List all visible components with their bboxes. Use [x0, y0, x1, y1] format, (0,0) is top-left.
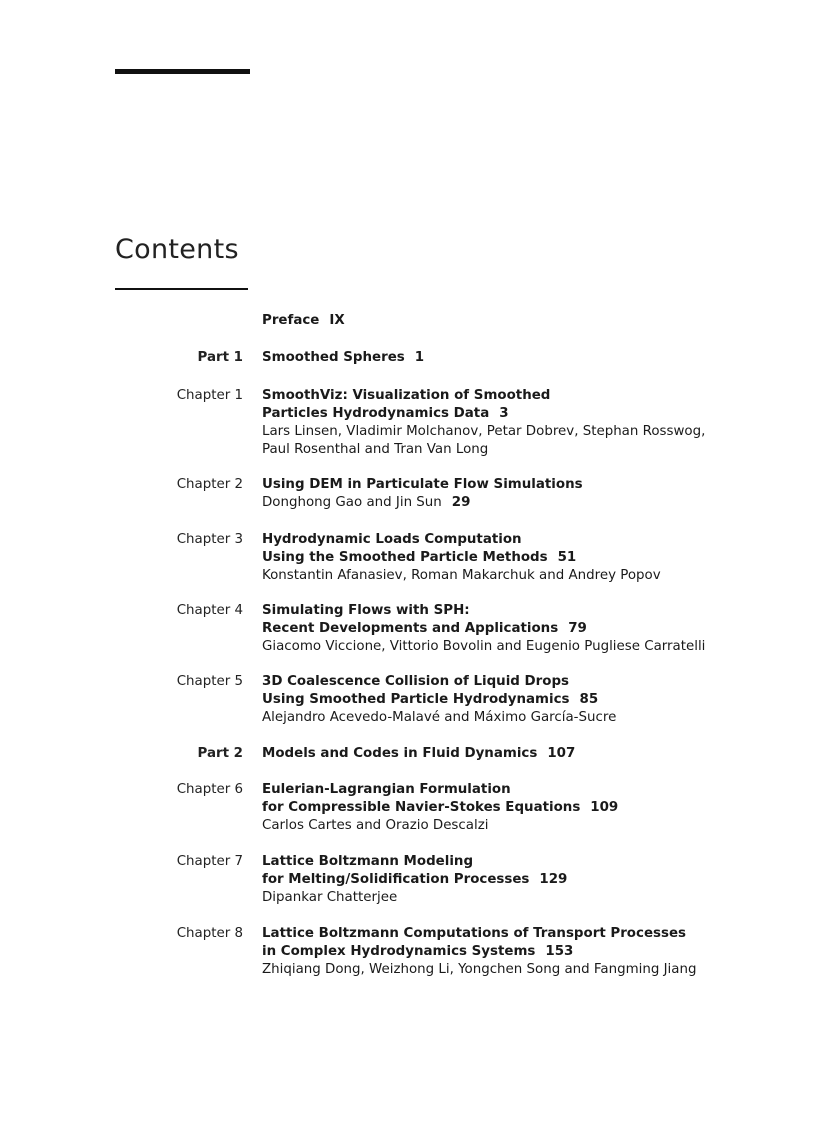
- chapter-5-title-line1: 3D Coalescence Collision of Liquid Drops: [262, 674, 570, 689]
- chapter-8-title-line2: in Complex Hydrodynamics Systems: [262, 944, 536, 959]
- chapter-3-page: 51: [557, 550, 577, 565]
- part-2-title: Models and Codes in Fluid Dynamics: [262, 746, 538, 761]
- toc-entry-chapter-1[interactable]: [0, 387, 712, 459]
- top-decorative-rule: [115, 69, 250, 74]
- chapter-4-page: 79: [568, 621, 587, 636]
- preface-title: Preface: [262, 313, 320, 328]
- chapter-8-label: Chapter 8: [176, 926, 243, 941]
- toc-entry-preface[interactable]: [0, 312, 712, 330]
- chapter-7-label: Chapter 7: [176, 854, 243, 869]
- page-title: Contents: [115, 234, 239, 265]
- part-2-page: 107: [547, 746, 576, 761]
- chapter-2-label: Chapter 2: [176, 477, 243, 492]
- chapter-7-title-line2: for Melting/Solidification Processes: [262, 872, 530, 887]
- chapter-8-authors-line1: Zhiqiang Dong, Weizhong Li, Yongchen Song and Fangming Jiang: [262, 962, 697, 977]
- toc-entry-chapter-5[interactable]: [0, 673, 712, 727]
- chapter-3-label: Chapter 3: [176, 532, 243, 547]
- chapter-6-authors-line1: Carlos Cartes and Orazio Descalzi: [262, 818, 489, 833]
- chapter-1-authors-line2: Paul Rosenthal and Tran Van Long: [262, 442, 489, 457]
- toc-entry-chapter-6[interactable]: [0, 781, 712, 835]
- toc-entry-chapter-2[interactable]: [0, 476, 712, 512]
- toc-entry-part-2[interactable]: [0, 745, 712, 763]
- chapter-5-page: 85: [579, 692, 599, 707]
- chapter-6-title-line1: Eulerian-Lagrangian Formulation: [262, 782, 511, 797]
- chapter-7-title-line1: Lattice Boltzmann Modeling: [262, 854, 474, 869]
- chapter-3-title-line2: Using the Smoothed Particle Methods: [262, 550, 548, 565]
- chapter-4-title-line2: Recent Developments and Applications: [262, 621, 559, 636]
- chapter-7-page: 129: [539, 872, 568, 887]
- chapter-4-authors-line1: Giacomo Viccione, Vittorio Bovolin and Eugenio Pugliese Carratelli: [262, 639, 706, 654]
- toc-entry-chapter-3[interactable]: [0, 531, 712, 585]
- chapter-3-title-line1: Hydrodynamic Loads Computation: [262, 532, 522, 547]
- chapter-4-label: Chapter 4: [176, 603, 243, 618]
- part-1-page: 1: [414, 350, 425, 365]
- title-underline-rule: [115, 288, 248, 290]
- chapter-5-title-line2: Using Smoothed Particle Hydrodynamics: [262, 692, 570, 707]
- chapter-6-title-line2: for Compressible Navier-Stokes Equations: [262, 800, 581, 815]
- chapter-2-title-line1: Using DEM in Particulate Flow Simulations: [262, 477, 583, 492]
- chapter-2-authors-line1: Donghong Gao and Jin Sun: [262, 495, 442, 510]
- toc-entry-chapter-7[interactable]: [0, 853, 712, 907]
- chapter-3-authors-line1: Konstantin Afanasiev, Roman Makarchuk and Andrey Popov: [262, 568, 661, 583]
- toc-entry-chapter-8[interactable]: [0, 925, 712, 979]
- chapter-1-page: 3: [499, 406, 509, 421]
- toc-entry-chapter-4[interactable]: [0, 602, 712, 656]
- chapter-6-label: Chapter 6: [176, 782, 243, 797]
- chapter-5-authors-line1: Alejandro Acevedo-Malavé and Máximo García-Sucre: [262, 710, 617, 725]
- chapter-4-title-line1: Simulating Flows with SPH:: [262, 603, 470, 618]
- part-1-title: Smoothed Spheres: [262, 350, 405, 365]
- chapter-1-authors-line1: Lars Linsen, Vladimir Molchanov, Petar Dobrev, Stephan Rosswog,: [262, 424, 706, 439]
- chapter-8-page: 153: [545, 944, 574, 959]
- chapter-7-authors-line1: Dipankar Chatterjee: [262, 890, 398, 905]
- chapter-6-page: 109: [590, 800, 619, 815]
- chapter-2-page: 29: [451, 495, 471, 510]
- part-2-label: Part 2: [197, 746, 243, 761]
- preface-page: IX: [329, 313, 345, 328]
- chapter-8-title-line1: Lattice Boltzmann Computations of Transport Processes: [262, 926, 687, 941]
- part-1-label: Part 1: [197, 350, 243, 365]
- chapter-5-label: Chapter 5: [176, 674, 243, 689]
- chapter-1-label: Chapter 1: [176, 388, 243, 403]
- chapter-1-title-line1: SmoothViz: Visualization of Smoothed: [262, 388, 551, 403]
- toc-entry-part-1[interactable]: [0, 349, 712, 367]
- chapter-1-title-line2: Particles Hydrodynamics Data: [262, 406, 490, 421]
